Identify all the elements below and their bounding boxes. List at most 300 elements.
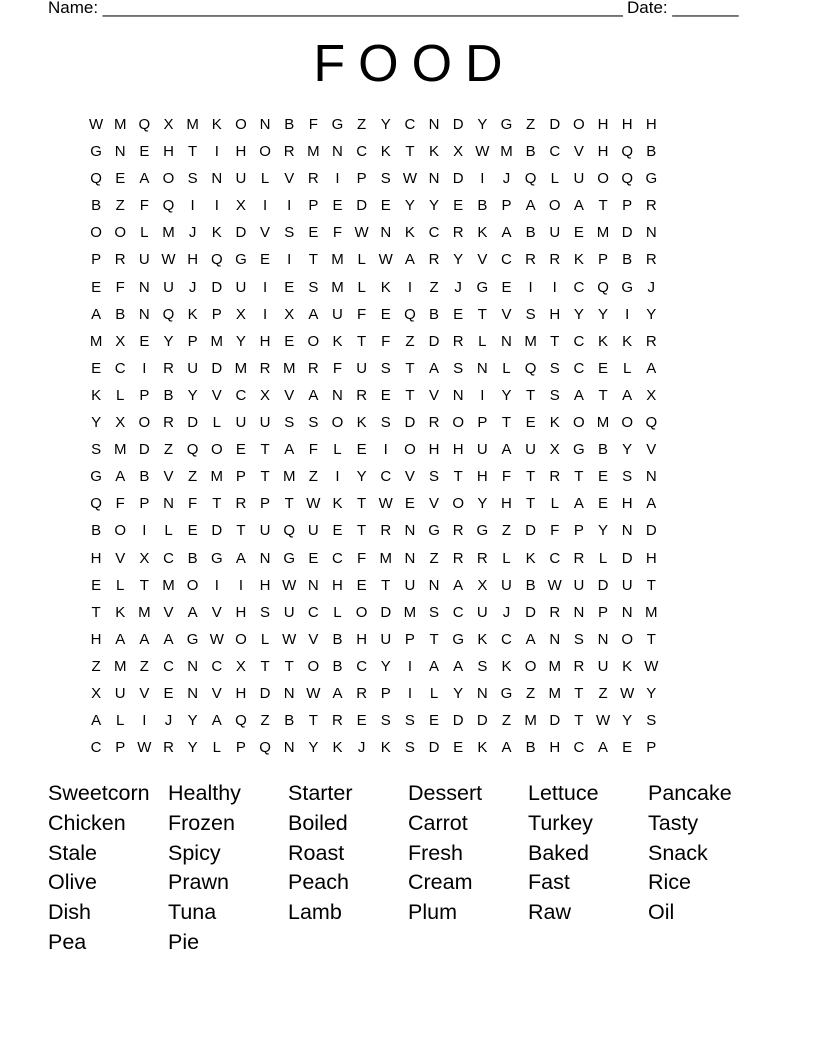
grid-letter: A bbox=[404, 251, 415, 269]
grid-letter: T bbox=[598, 386, 608, 404]
grid-letter: E bbox=[284, 332, 295, 350]
grid-letter: M bbox=[548, 657, 561, 675]
grid-letter: F bbox=[308, 441, 318, 459]
grid-letter: J bbox=[188, 278, 197, 296]
grid-letter: S bbox=[549, 359, 560, 377]
grid-letter: W bbox=[378, 495, 393, 513]
grid-letter: X bbox=[646, 386, 657, 404]
grid-letter: O bbox=[259, 143, 271, 161]
grid-letter: H bbox=[621, 116, 633, 133]
grid-letter: M bbox=[210, 468, 224, 486]
grid-letter: M bbox=[403, 603, 417, 621]
grid-letter: W bbox=[306, 684, 321, 702]
grid-letter: A bbox=[646, 359, 657, 377]
grid-row bbox=[84, 219, 744, 246]
grid-letter: A bbox=[525, 197, 536, 215]
grid-letter: I bbox=[142, 712, 147, 730]
grid-letter: B bbox=[525, 143, 536, 161]
grid-letter: P bbox=[598, 603, 609, 621]
grid-letter: E bbox=[380, 305, 391, 323]
grid-letter: W bbox=[354, 224, 369, 242]
grid-letter: U bbox=[235, 170, 247, 188]
grid-letter: C bbox=[573, 332, 585, 350]
grid-letter: E bbox=[453, 197, 464, 215]
grid-letter: M bbox=[282, 359, 296, 377]
grid-letter: T bbox=[477, 305, 487, 323]
grid-letter: Q bbox=[524, 359, 537, 377]
grid-letter: S bbox=[477, 657, 488, 675]
grid-letter: B bbox=[332, 630, 343, 648]
grid-letter: S bbox=[404, 739, 415, 757]
grid-letter: R bbox=[452, 332, 464, 350]
grid-letter: O bbox=[138, 414, 151, 432]
grid-letter: H bbox=[549, 739, 561, 757]
grid-letter: A bbox=[115, 630, 126, 648]
grid-letter: R bbox=[163, 359, 174, 377]
grid-letter: R bbox=[235, 495, 247, 513]
grid-letter: M bbox=[89, 332, 103, 350]
word-list-item: Sweetcorn bbox=[48, 781, 150, 805]
grid-letter: V bbox=[139, 684, 150, 702]
grid-letter: H bbox=[332, 576, 343, 594]
grid-letter: I bbox=[214, 197, 219, 215]
grid-letter: I bbox=[480, 170, 485, 188]
grid-letter: T bbox=[212, 495, 222, 513]
name-field-line: Name: _______________________________________________________ bbox=[48, 0, 623, 17]
grid-row bbox=[84, 707, 744, 734]
grid-letter: I bbox=[528, 278, 533, 296]
grid-letter: Q bbox=[597, 278, 609, 296]
word-list-item: Fast bbox=[528, 870, 570, 895]
word-list-item: Turkey bbox=[528, 810, 593, 835]
grid-letter: U bbox=[549, 224, 561, 242]
grid-letter: K bbox=[573, 251, 584, 269]
grid-letter: M bbox=[113, 441, 127, 459]
grid-letter: S bbox=[646, 712, 657, 730]
grid-letter: M bbox=[210, 332, 224, 350]
grid-letter: R bbox=[549, 603, 561, 621]
grid-letter: N bbox=[621, 603, 633, 621]
grid-letter: H bbox=[356, 630, 368, 648]
grid-letter: E bbox=[332, 197, 343, 215]
grid-letter: T bbox=[598, 197, 608, 215]
grid-letter: Y bbox=[573, 305, 584, 323]
grid-letter: T bbox=[284, 657, 294, 675]
grid-letter: E bbox=[115, 170, 126, 188]
grid-letter: O bbox=[90, 224, 102, 242]
grid-letter: O bbox=[404, 441, 416, 459]
grid-row bbox=[84, 545, 744, 572]
grid-letter: I bbox=[262, 278, 268, 296]
grid-letter: P bbox=[235, 468, 246, 486]
grid-letter: T bbox=[284, 495, 294, 513]
grid-letter: L bbox=[429, 684, 439, 702]
word-list-item: Starter bbox=[288, 781, 353, 805]
grid-letter: P bbox=[91, 251, 102, 269]
grid-letter: S bbox=[380, 414, 391, 432]
grid-letter: Q bbox=[138, 116, 151, 133]
grid-letter: R bbox=[307, 359, 319, 377]
grid-letter: F bbox=[115, 278, 125, 296]
grid-letter: X bbox=[235, 197, 246, 215]
grid-letter: I bbox=[335, 468, 340, 486]
grid-letter: U bbox=[573, 576, 585, 594]
grid-letter: R bbox=[573, 549, 585, 567]
grid-letter: C bbox=[356, 143, 368, 161]
grid-letter: G bbox=[645, 170, 658, 188]
grid-letter: R bbox=[645, 251, 657, 269]
grid-letter: B bbox=[115, 305, 126, 323]
grid-letter: V bbox=[429, 386, 440, 404]
grid-letter: S bbox=[284, 414, 295, 432]
grid-letter: E bbox=[380, 197, 391, 215]
grid-letter: X bbox=[235, 305, 246, 323]
grid-letter: N bbox=[283, 739, 295, 757]
grid-letter: K bbox=[429, 143, 440, 161]
grid-letter: M bbox=[500, 143, 513, 161]
grid-letter: H bbox=[621, 495, 633, 513]
grid-letter: W bbox=[595, 712, 611, 730]
grid-letter: W bbox=[306, 495, 321, 513]
grid-letter: L bbox=[502, 549, 511, 567]
grid-letter: W bbox=[209, 630, 224, 648]
grid-letter: E bbox=[260, 251, 271, 269]
grid-letter: B bbox=[429, 305, 440, 323]
grid-letter: E bbox=[91, 576, 102, 594]
grid-letter: G bbox=[476, 278, 489, 296]
grid-letter: E bbox=[598, 495, 609, 513]
grid-letter: B bbox=[332, 657, 343, 675]
grid-letter: C bbox=[573, 359, 585, 377]
grid-letter: J bbox=[454, 278, 462, 296]
grid-letter: P bbox=[115, 739, 126, 757]
grid-letter: H bbox=[452, 441, 464, 459]
grid-letter: U bbox=[356, 359, 368, 377]
grid-letter: W bbox=[88, 116, 104, 133]
grid-letter: F bbox=[381, 332, 391, 350]
grid-letter: N bbox=[597, 630, 609, 648]
grid-letter: T bbox=[357, 522, 367, 540]
grid-letter: I bbox=[407, 684, 412, 702]
grid-letter: T bbox=[646, 630, 656, 648]
grid-letter: B bbox=[284, 712, 295, 730]
grid-letter: F bbox=[357, 305, 367, 323]
grid-letter: K bbox=[211, 116, 222, 133]
grid-letter: I bbox=[335, 170, 340, 188]
grid-letter: R bbox=[476, 549, 488, 567]
grid-letter: D bbox=[259, 684, 271, 702]
grid-letter: Q bbox=[186, 441, 199, 459]
grid-letter: S bbox=[308, 278, 319, 296]
grid-letter: T bbox=[308, 712, 318, 730]
grid-letter: Y bbox=[187, 386, 198, 404]
grid-letter: Y bbox=[598, 305, 609, 323]
grid-letter: A bbox=[235, 549, 246, 567]
grid-letter: L bbox=[622, 359, 632, 377]
grid-letter: U bbox=[259, 522, 271, 540]
grid-letter: Z bbox=[260, 712, 270, 730]
grid-letter: C bbox=[114, 359, 126, 377]
grid-letter: S bbox=[573, 630, 584, 648]
grid-letter: R bbox=[332, 712, 343, 730]
grid-letter: M bbox=[162, 224, 175, 242]
word-list-item: Raw bbox=[528, 900, 572, 925]
grid-row bbox=[84, 680, 744, 707]
grid-letter: W bbox=[644, 657, 659, 675]
grid-letter: U bbox=[235, 278, 247, 296]
grid-letter: R bbox=[645, 332, 657, 350]
grid-letter: G bbox=[476, 522, 489, 540]
grid-letter: Q bbox=[524, 170, 537, 188]
grid-letter: Y bbox=[622, 441, 633, 459]
word-list-item: Boiled bbox=[288, 810, 348, 835]
grid-letter: M bbox=[138, 603, 151, 621]
grid-letter: A bbox=[139, 170, 150, 188]
grid-letter: T bbox=[405, 386, 415, 404]
grid-letter: M bbox=[645, 603, 658, 621]
word-list-item: Dish bbox=[48, 900, 92, 925]
grid-row bbox=[84, 111, 744, 138]
grid-letter: G bbox=[621, 278, 633, 296]
grid-letter: U bbox=[187, 359, 199, 377]
grid-letter: F bbox=[332, 224, 343, 242]
grid-letter: A bbox=[622, 386, 633, 404]
grid-letter: U bbox=[621, 576, 633, 594]
grid-letter: K bbox=[91, 386, 102, 404]
grid-letter: J bbox=[502, 170, 511, 188]
grid-letter: Q bbox=[235, 712, 247, 730]
word-list-item: Pancake bbox=[648, 781, 732, 805]
grid-letter: E bbox=[91, 359, 102, 377]
grid-letter: F bbox=[332, 359, 343, 377]
grid-letter: P bbox=[477, 414, 488, 432]
grid-letter: T bbox=[91, 603, 101, 621]
grid-letter: T bbox=[260, 657, 270, 675]
grid-letter: A bbox=[501, 739, 512, 757]
grid-letter: P bbox=[598, 251, 609, 269]
grid-letter: K bbox=[332, 332, 343, 350]
grid-letter: F bbox=[188, 495, 198, 513]
grid-letter: O bbox=[573, 116, 585, 133]
grid-letter: X bbox=[260, 386, 271, 404]
grid-letter: H bbox=[163, 143, 174, 161]
word-list-item: Tuna bbox=[168, 900, 217, 925]
grid-letter: K bbox=[477, 739, 488, 757]
grid-letter: A bbox=[501, 224, 512, 242]
grid-letter: E bbox=[308, 224, 319, 242]
grid-letter: G bbox=[283, 549, 296, 567]
grid-letter: Y bbox=[501, 386, 512, 404]
grid-letter: Y bbox=[646, 305, 657, 323]
grid-letter: Z bbox=[139, 657, 149, 675]
grid-letter: N bbox=[380, 224, 392, 242]
grid-letter: W bbox=[402, 170, 417, 188]
grid-letter: P bbox=[622, 197, 633, 215]
grid-letter: T bbox=[260, 468, 270, 486]
grid-letter: D bbox=[356, 197, 368, 215]
grid-letter: V bbox=[260, 224, 271, 242]
grid-letter: X bbox=[235, 657, 246, 675]
grid-letter: I bbox=[480, 386, 485, 404]
grid-letter: N bbox=[428, 576, 440, 594]
grid-letter: H bbox=[187, 251, 199, 269]
grid-letter: B bbox=[477, 197, 488, 215]
grid-letter: N bbox=[645, 468, 657, 486]
grid-letter: I bbox=[407, 278, 412, 296]
grid-letter: Y bbox=[163, 332, 174, 350]
grid-letter: C bbox=[356, 657, 368, 675]
grid-letter: B bbox=[525, 224, 536, 242]
grid-row bbox=[84, 626, 744, 653]
grid-letter: X bbox=[453, 143, 464, 161]
grid-row bbox=[84, 382, 744, 409]
grid-letter: K bbox=[211, 224, 222, 242]
grid-letter: V bbox=[646, 441, 657, 459]
grid-letter: C bbox=[452, 603, 464, 621]
grid-letter: N bbox=[645, 224, 657, 242]
grid-letter: I bbox=[552, 278, 557, 296]
word-list-item: Fresh bbox=[408, 840, 463, 865]
grid-letter: O bbox=[114, 522, 127, 540]
grid-letter: Y bbox=[453, 251, 464, 269]
grid-letter: O bbox=[524, 657, 537, 675]
grid-letter: V bbox=[501, 305, 512, 323]
grid-letter: Z bbox=[429, 278, 439, 296]
grid-letter: P bbox=[187, 332, 198, 350]
grid-letter: Z bbox=[163, 441, 174, 459]
grid-letter: U bbox=[235, 414, 247, 432]
grid-letter: A bbox=[115, 468, 126, 486]
word-list-item: Tasty bbox=[648, 810, 699, 835]
grid-letter: Y bbox=[235, 332, 246, 350]
word-list-item: Olive bbox=[48, 870, 97, 895]
grid-letter: Z bbox=[526, 684, 536, 702]
grid-letter: R bbox=[452, 549, 464, 567]
grid-letter: H bbox=[549, 305, 561, 323]
grid-letter: D bbox=[404, 414, 416, 432]
grid-letter: E bbox=[380, 386, 391, 404]
grid-letter: O bbox=[235, 630, 247, 648]
grid-letter: X bbox=[115, 414, 126, 432]
grid-letter: P bbox=[235, 739, 246, 757]
grid-letter: Y bbox=[477, 116, 488, 133]
grid-letter: Q bbox=[162, 197, 175, 215]
grid-letter: H bbox=[259, 576, 271, 594]
grid-letter: I bbox=[142, 522, 147, 540]
grid-letter: X bbox=[284, 305, 295, 323]
grid-letter: O bbox=[452, 495, 465, 513]
grid-letter: M bbox=[379, 549, 392, 567]
grid-row bbox=[84, 409, 744, 436]
grid-letter: A bbox=[525, 630, 536, 648]
grid-letter: M bbox=[548, 684, 561, 702]
grid-letter: W bbox=[282, 576, 297, 594]
grid-letter: H bbox=[90, 549, 102, 567]
grid-letter: Q bbox=[404, 305, 416, 323]
grid-letter: F bbox=[115, 495, 125, 513]
grid-letter: D bbox=[452, 170, 464, 188]
grid-letter: V bbox=[429, 495, 440, 513]
grid-letter: W bbox=[137, 739, 152, 757]
grid-letter: D bbox=[452, 116, 464, 133]
grid-letter: R bbox=[356, 386, 368, 404]
grid-letter: A bbox=[429, 359, 440, 377]
grid-letter: Y bbox=[477, 495, 488, 513]
grid-letter: B bbox=[284, 116, 295, 133]
grid-row bbox=[84, 734, 744, 761]
grid-letter: Y bbox=[187, 739, 198, 757]
grid-letter: G bbox=[90, 143, 102, 161]
grid-letter: D bbox=[428, 739, 440, 757]
grid-letter: M bbox=[524, 332, 537, 350]
grid-letter: Q bbox=[90, 495, 102, 513]
word-list-item: Roast bbox=[288, 840, 345, 865]
grid-letter: M bbox=[331, 278, 344, 296]
grid-letter: Q bbox=[645, 414, 658, 432]
grid-letter: X bbox=[115, 332, 126, 350]
grid-letter: F bbox=[550, 522, 560, 540]
grid-letter: N bbox=[404, 522, 416, 540]
grid-letter: B bbox=[91, 522, 102, 540]
grid-letter: D bbox=[621, 224, 633, 242]
grid-letter: N bbox=[404, 549, 416, 567]
grid-letter: T bbox=[139, 576, 149, 594]
grid-letter: O bbox=[114, 224, 127, 242]
grid-letter: W bbox=[547, 576, 562, 594]
grid-letter: N bbox=[428, 116, 440, 133]
grid-letter: C bbox=[428, 224, 440, 242]
grid-letter: B bbox=[91, 197, 102, 215]
grid-row bbox=[84, 490, 744, 517]
grid-letter: X bbox=[477, 576, 488, 594]
grid-letter: D bbox=[187, 414, 199, 432]
grid-row bbox=[84, 517, 744, 544]
grid-letter: N bbox=[332, 143, 343, 161]
grid-letter: P bbox=[139, 386, 150, 404]
grid-letter: L bbox=[212, 414, 221, 432]
grid-letter: D bbox=[525, 522, 537, 540]
grid-letter: Q bbox=[90, 170, 102, 188]
grid-letter: P bbox=[308, 197, 319, 215]
grid-letter: M bbox=[162, 576, 175, 594]
grid-letter: V bbox=[163, 468, 174, 486]
grid-letter: U bbox=[138, 251, 150, 269]
grid-letter: E bbox=[598, 468, 609, 486]
grid-letter: L bbox=[333, 603, 342, 621]
grid-letter: M bbox=[186, 116, 199, 133]
grid-letter: N bbox=[428, 170, 440, 188]
grid-letter: A bbox=[429, 657, 440, 675]
grid-letter: Q bbox=[621, 143, 633, 161]
grid-letter: A bbox=[573, 197, 584, 215]
grid-letter: D bbox=[621, 549, 633, 567]
grid-letter: E bbox=[139, 332, 150, 350]
grid-letter: R bbox=[549, 468, 561, 486]
grid-letter: T bbox=[574, 712, 584, 730]
grid-letter: E bbox=[308, 549, 319, 567]
grid-letter: K bbox=[622, 332, 633, 350]
word-list-item: Healthy bbox=[168, 781, 241, 805]
word-list-item: Pie bbox=[168, 929, 200, 954]
grid-letter: E bbox=[163, 684, 174, 702]
grid-letter: T bbox=[526, 468, 536, 486]
grid-letter: G bbox=[500, 116, 513, 133]
grid-letter: K bbox=[598, 332, 609, 350]
grid-letter: U bbox=[573, 170, 585, 188]
grid-letter: Y bbox=[380, 657, 391, 675]
grid-letter: I bbox=[214, 576, 219, 594]
grid-letter: E bbox=[429, 712, 440, 730]
